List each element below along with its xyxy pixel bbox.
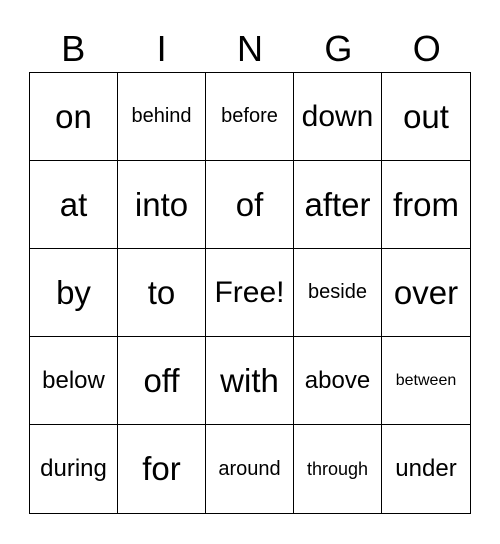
bingo-cell[interactable]: out	[382, 73, 470, 161]
bingo-header	[29, 26, 471, 72]
bingo-cell[interactable]: around	[206, 425, 294, 513]
bingo-cell[interactable]: into	[118, 161, 206, 249]
bingo-cell[interactable]: down	[294, 73, 382, 161]
bingo-cell[interactable]: from	[382, 161, 470, 249]
header-letter-b: B	[61, 28, 86, 69]
bingo-board	[29, 72, 471, 514]
bingo-cell[interactable]: above	[294, 337, 382, 425]
header-letter-g: G	[324, 28, 353, 69]
bingo-cell[interactable]: behind	[118, 73, 206, 161]
bingo-cell[interactable]: of	[206, 161, 294, 249]
bingo-cell[interactable]: under	[395, 455, 457, 482]
bingo-cell[interactable]: for	[118, 425, 206, 513]
header-letter-n: N	[236, 28, 263, 69]
free-space-cell[interactable]: Free!	[206, 249, 294, 337]
bingo-cell[interactable]: during	[30, 425, 118, 513]
bingo-cell[interactable]: with	[206, 337, 294, 425]
bingo-cell[interactable]: between	[382, 337, 470, 425]
bingo-cell[interactable]: before	[206, 73, 294, 161]
header-letter-i: I	[156, 28, 167, 69]
header-letter-o: O	[412, 28, 441, 69]
bingo-cell[interactable]: to	[118, 249, 206, 337]
bingo-cell[interactable]: beside	[294, 249, 382, 337]
bingo-cell[interactable]: on	[30, 73, 118, 161]
bingo-cell[interactable]: below	[30, 337, 118, 425]
bingo-cell[interactable]: through	[294, 425, 382, 513]
bingo-cell[interactable]: off	[118, 337, 206, 425]
bingo-cell[interactable]: over	[382, 249, 470, 337]
bingo-cell[interactable]: at	[30, 161, 118, 249]
bingo-cell[interactable]: by	[30, 249, 118, 337]
bingo-cell[interactable]: after	[294, 161, 382, 249]
